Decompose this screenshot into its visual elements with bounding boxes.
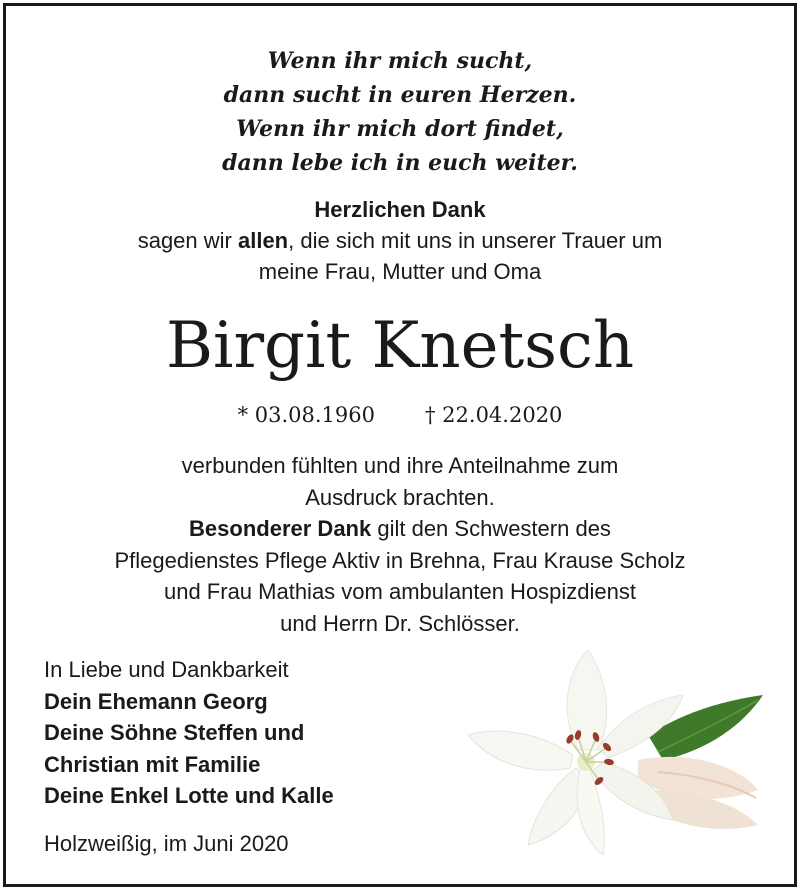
thanks-emphasis: allen: [237, 228, 289, 253]
acknowledgement-text: [6, 450, 794, 639]
poem-line: Wenn ihr mich dort findet,: [236, 116, 564, 142]
poem-line: Wenn ihr mich sucht,: [267, 48, 533, 74]
family-intro: In Liebe und Dankbarkeit: [44, 657, 289, 682]
family-member: Deine Enkel Lotte und Kalle: [44, 783, 334, 808]
death-date: † 22.04.2020: [425, 403, 563, 427]
body-line: und Herrn Dr. Schlösser.: [280, 610, 520, 636]
thanks-heading: Herzlichen Dank: [314, 197, 486, 222]
body-line: verbunden fühlten und ihre Anteilnahme zum: [181, 453, 619, 478]
family-member: Deine Söhne Steffen und: [44, 720, 305, 745]
thanks-text: sagen wir: [137, 228, 238, 253]
family-member: Dein Ehemann Georg: [44, 688, 268, 714]
special-thanks-label: Besonderer Dank: [189, 516, 372, 541]
lily-flower-image: [458, 640, 776, 860]
deceased-name: Birgit Knetsch: [165, 309, 635, 383]
thanks-text: , die sich mit uns in unserer Trauer um: [288, 228, 663, 253]
obituary-frame: [3, 3, 797, 887]
birth-date: * 03.08.1960: [237, 403, 375, 427]
body-line: [6, 513, 794, 545]
body-line: Ausdruck brachten.: [305, 484, 495, 510]
poem-line: dann sucht in euren Herzen.: [223, 82, 577, 108]
petal-shape: [567, 650, 607, 750]
body-line: und Frau Mathias vom ambulanten Hospizdienst: [163, 579, 637, 604]
place-date: Holzweißig, im Juni 2020: [44, 831, 289, 856]
family-signature: [44, 654, 334, 812]
thanks-block: [6, 194, 794, 287]
body-line: Pflegedienstes Pflege Aktiv in Brehna, Frau Krause Scholz: [114, 547, 686, 573]
thanks-line: [6, 225, 794, 256]
family-member: Christian mit Familie: [44, 751, 261, 777]
thanks-line: meine Frau, Mutter und Oma: [258, 259, 542, 284]
life-dates: [6, 400, 794, 430]
poem-line: dann lebe ich in euch weiter.: [222, 150, 578, 176]
body-text: gilt den Schwestern des: [371, 516, 611, 541]
poem: [6, 44, 794, 180]
